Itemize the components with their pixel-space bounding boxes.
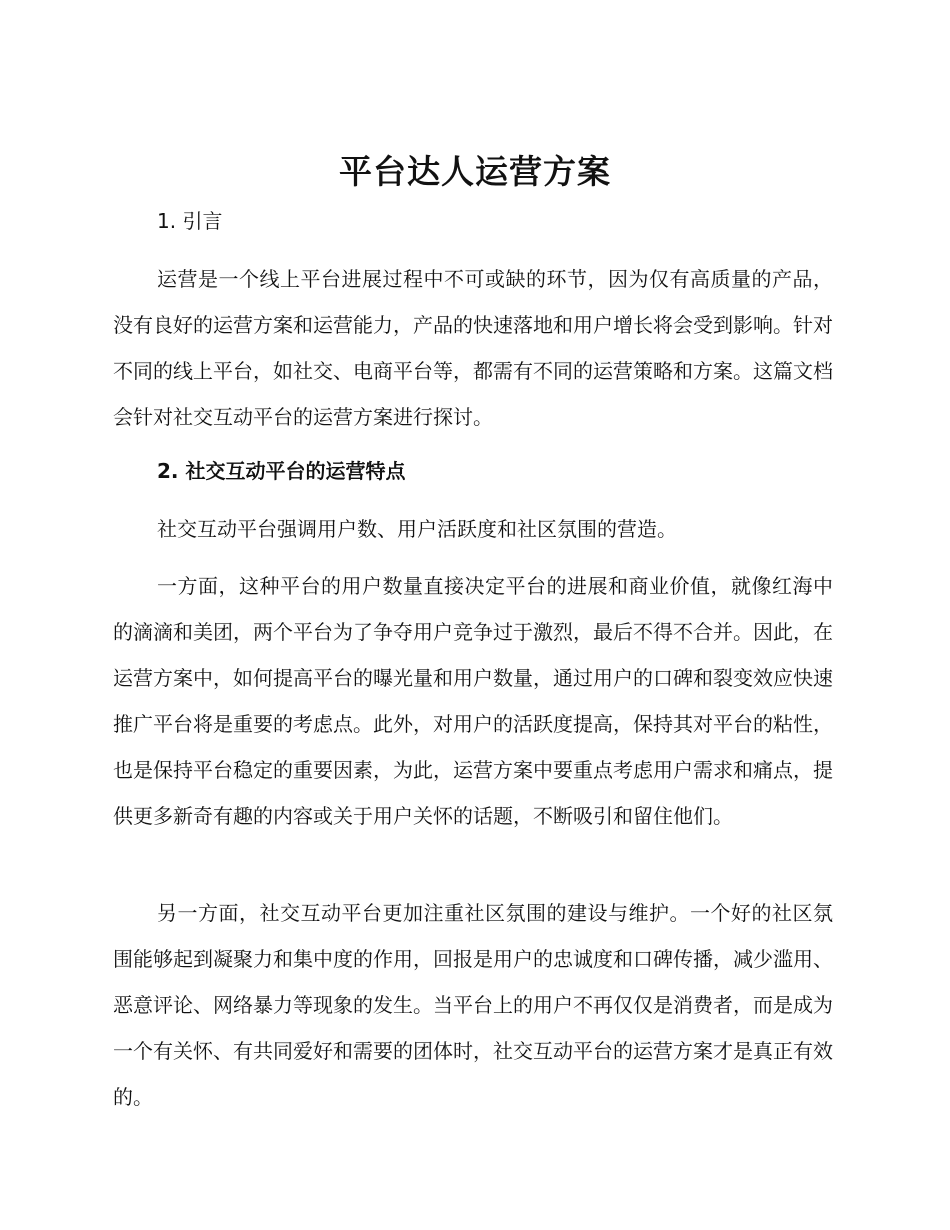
section-heading-intro: 1. 引言 (157, 209, 223, 233)
paragraph-intro: 运营是一个线上平台进展过程中不可或缺的环节，因为仅有高质量的产品，没有良好的运营方案和运营能力，产品的快速落地和用户增长将会受到影响。针对不同的线上平台，如社交、电商平台等，都需有不同的运营策略和方案。这篇文档会针对社交互动平台的运营方案进行探讨。 (113, 267, 833, 429)
document-title: 平台达人运营方案 (339, 152, 611, 191)
paragraph-features-summary: 社交互动平台强调用户数、用户活跃度和社区氛围的营造。 (157, 517, 677, 541)
paragraph-user-growth: 一方面，这种平台的用户数量直接决定平台的进展和商业价值，就像红海中的滴滴和美团，两个平台为了争夺用户竞争过于激烈，最后不得不合并。因此，在运营方案中，如何提高平台的曝光量和用户数量，通过用户的口碑和裂变效应快速推广平台将是重要的考虑点。此外，对用户的活跃度提高，保持其对平台的粘性，也是保持平台稳定的重要因素，为此，运营方案中要重点考虑用户需求和痛点，提供更多新奇有趣的内容或关于用户关怀的话题，不断吸引和留住他们。 (113, 574, 833, 828)
paragraph-community: 另一方面，社交互动平台更加注重社区氛围的建设与维护。一个好的社区氛围能够起到凝聚力和集中度的作用，回报是用户的忠诚度和口碑传播，减少滥用、恶意评论、网络暴力等现象的发生。当平台上的用户不再仅仅是消费者，而是成为一个有关怀、有共同爱好和需要的团体时，社交互动平台的运营方案才是真正有效的。 (113, 901, 833, 1109)
section-heading-features: 2. 社交互动平台的运营特点 (157, 459, 406, 483)
